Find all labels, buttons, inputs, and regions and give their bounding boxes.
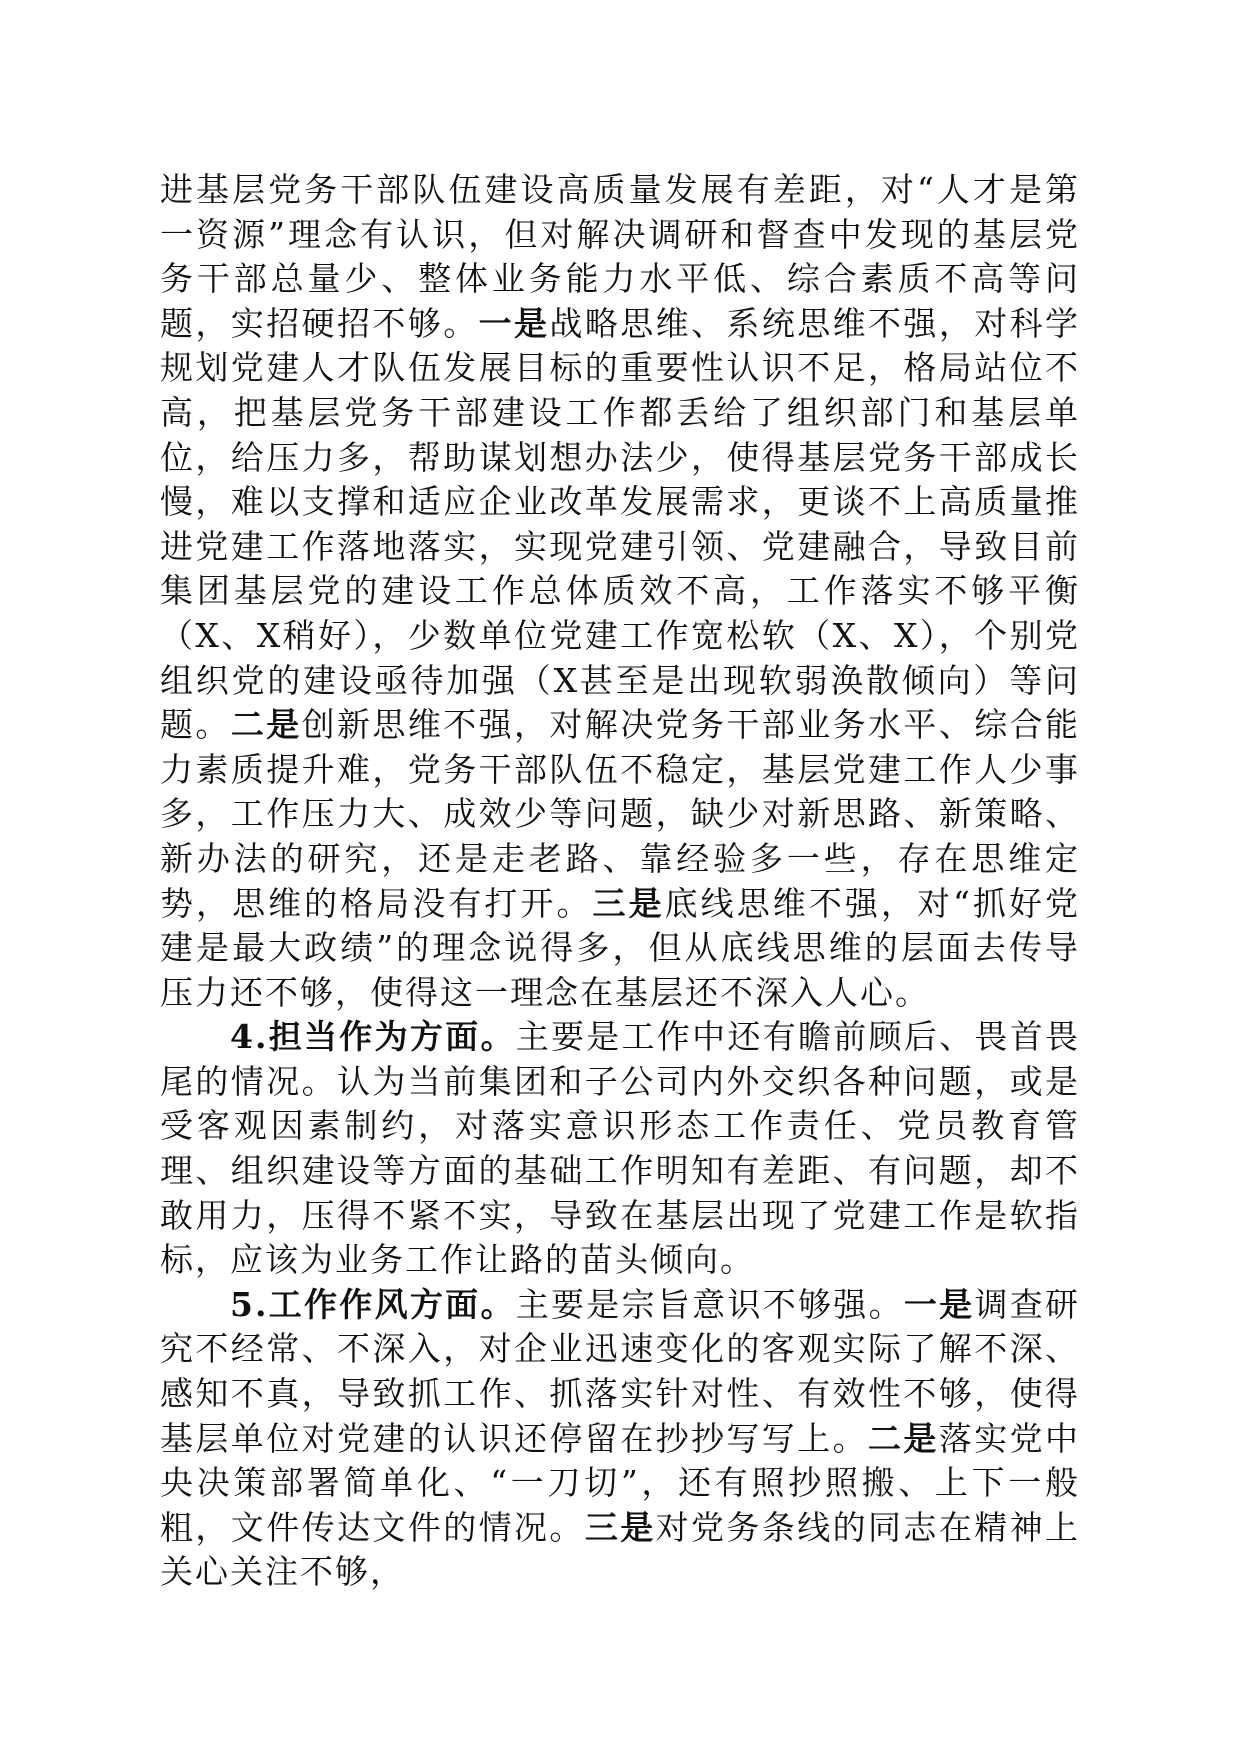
bold-lead-er-shi: 二是 [868, 1418, 939, 1458]
bold-lead-yi-shi: 一是 [903, 1284, 975, 1324]
text-run: 落实党中央决策部署简单化、“一刀切”，还有照抄照搬、上下一般粗，文件传达文件的情况。 [160, 1418, 1081, 1547]
text-run: 创新思维不强，对解决党务干部业务水平、综合能力素质提升难，党务干部队伍不稳定，基层党建工作人少事多，工作压力大、成效少等问题，缺少对新思路、新策略、新办法的研究，还是走老路、靠经验多一些，存在思维定势，思维的格局没有打开。 [160, 705, 1081, 923]
bold-lead-yi-shi: 一是 [478, 303, 550, 343]
text-run: 进基层党务干部队伍建设高质量发展有差距，对“人才是第一资源”理念有认识，但对解决调研和督查中发现的基层党务干部总量少、整体业务能力水平低、综合素质不高等问题，实招硬招不够。 [160, 170, 1080, 343]
section-heading-4: 4.担当作为方面。 [230, 1017, 516, 1057]
text-run: 主要是工作中还有瞻前顾后、畏首畏尾的情况。认为当前集团和子公司内外交织各种问题，或是受客观因素制约，对落实意识形态工作责任、党员教育管理、组织建设等方面的基础工作明知有差距、有问题，却不敢用力，压得不紧不实，导致在基层出现了党建工作是软指标，应该为业务工作让路的苗头倾向。 [160, 1017, 1081, 1280]
text-run: 调查研究不经常、不深入，对企业迅速变化的客观实际了解不深、感知不真，导致抓工作、抓落实针对性、有效性不够，使得基层单位对党建的认识还停留在抄抄写写上。 [160, 1284, 1081, 1458]
section-heading-5: 5.工作作风方面。 [230, 1284, 516, 1324]
document-page [160, 168, 1080, 1595]
text-run: 主要是宗旨意识不够强。 [515, 1284, 904, 1324]
paragraph-2 [160, 1015, 1080, 1283]
paragraph-1 [160, 168, 1080, 1015]
text-run: 对党务条线的同志在精神上关心关注不够， [160, 1507, 1081, 1592]
text-run: 底线思维不强，对“抓好党建是最大政绩”的理念说得多，但从底线思维的层面去传导压力还不够，使得这一理念在基层还不深入人心。 [160, 883, 1081, 1012]
bold-lead-san-shi: 三是 [592, 883, 665, 923]
text-run: 战略思维、系统思维不强，对科学规划党建人才队伍发展目标的重要性认识不足，格局站位不高，把基层党务干部建设工作都丢给了组织部门和基层单位，给压力多，帮助谋划想办法少，使得基层党务干部成长慢，难以支撑和适应企业改革发展需求，更谈不上高质量推进党建工作落地落实，实现党建引领、党建融合，导致目前集团基层党的建设工作总体质效不高，工作落实不够平衡（X、X稍好），少数单位党建工作宽松软（X、X），个别党组织党的建设亟待加强（X甚至是出现软弱涣散倾向）等问题。 [160, 303, 1081, 745]
paragraph-3 [160, 1283, 1080, 1595]
bold-lead-san-shi: 三是 [584, 1507, 656, 1547]
bold-lead-er-shi: 二是 [230, 705, 302, 745]
